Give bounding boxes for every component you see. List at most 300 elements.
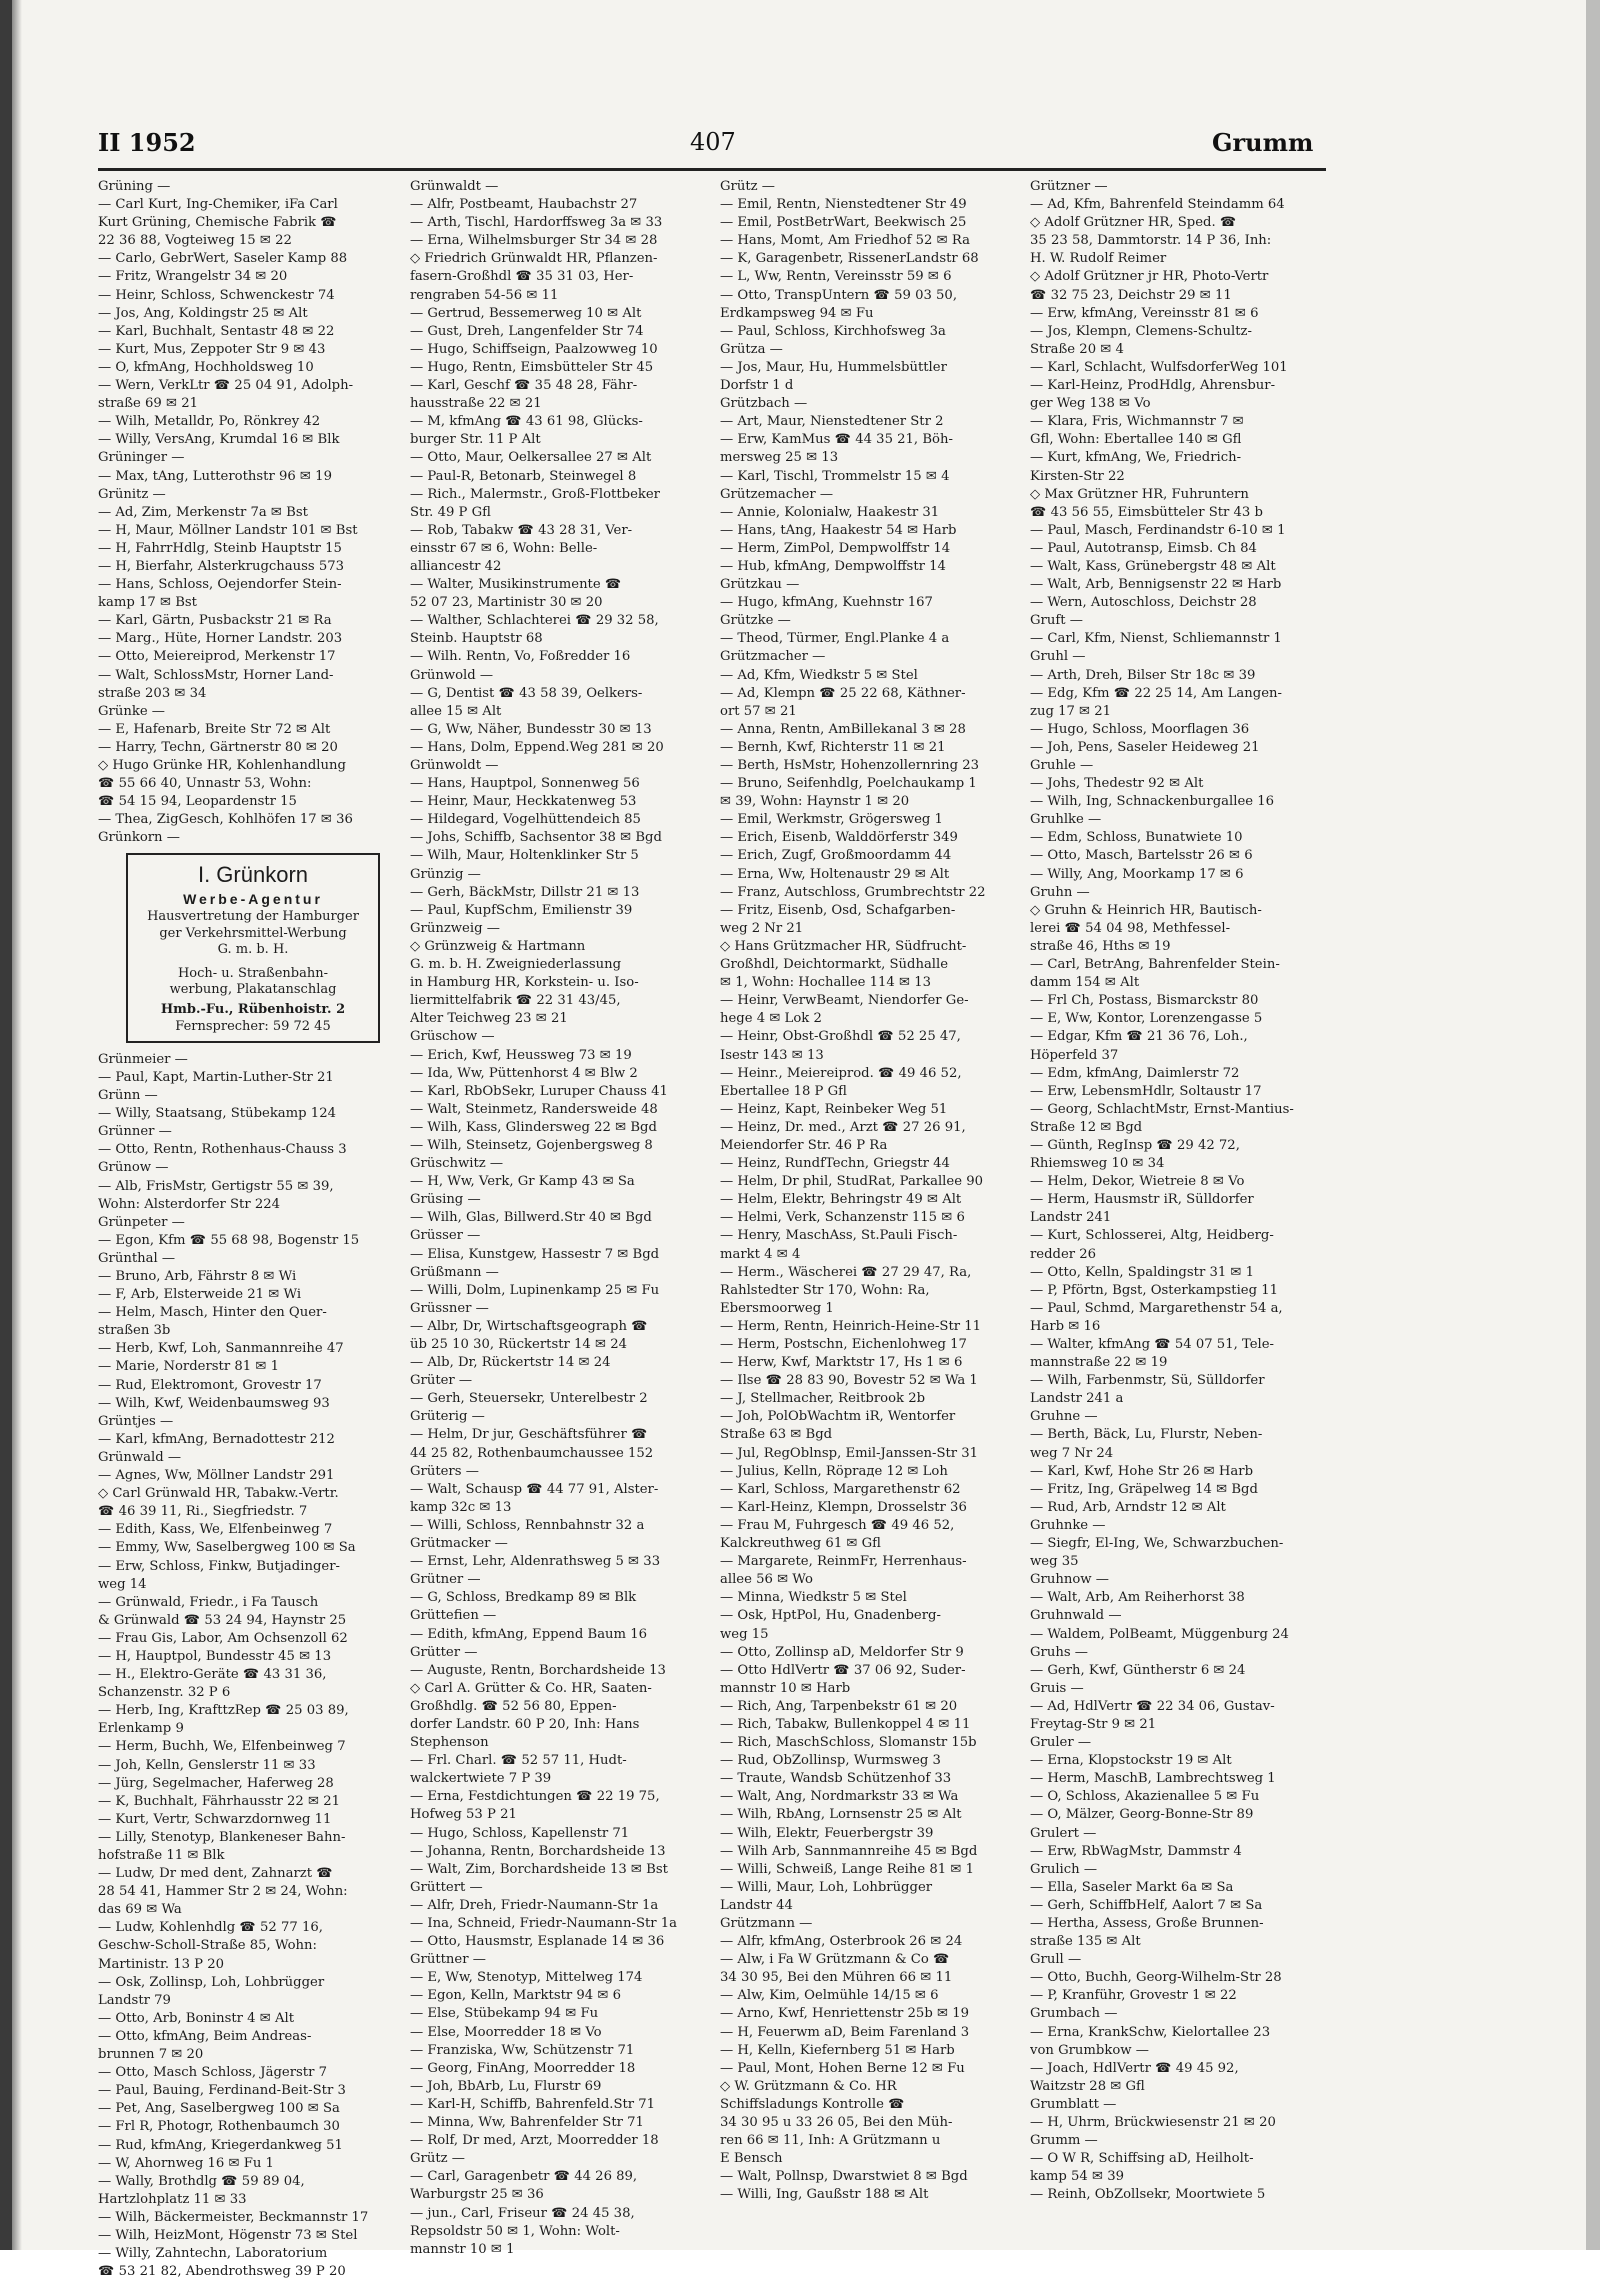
directory-entry-line: — Egon, Kelln, Marktstr 94 ✉ 6	[410, 1988, 622, 2004]
column-1-entries-top	[98, 178, 398, 847]
directory-entry-line: Isestr 143 ✉ 13	[720, 1047, 824, 1063]
directory-entry-line: — Otto, Zollinsp aD, Meldorfer Str 9	[720, 1644, 964, 1660]
directory-entry-line: Steinb. Hauptstr 68	[410, 631, 543, 647]
directory-entry-line: — Gerh, SchiffbHelf, Aalort 7 ✉ Sa	[1030, 1897, 1263, 1913]
directory-entry-line: — Karl, RbObSekr, Luruper Chauss 41	[410, 1083, 668, 1099]
directory-entry-line: Grüssner —	[410, 1300, 489, 1316]
directory-entry-line: — jun., Carl, Friseur ☎ 24 45 38,	[410, 2205, 635, 2221]
directory-entry-line: zug 17 ✉ 21	[1030, 703, 1112, 719]
directory-entry-line: — Jos, Maur, Hu, Hummelsbüttler	[720, 359, 947, 375]
directory-entry-line: — Hertha, Assess, Große Brunnen-	[1030, 1916, 1264, 1931]
directory-entry-line: — Grünwald, Friedr., i Fa Tausch	[98, 1594, 319, 1610]
directory-entry-line: — Berth, Bäck, Lu, Flurstr, Neben-	[1030, 1427, 1263, 1443]
directory-entry-line: ◇ Grünzweig & Hartmann	[410, 938, 586, 954]
column-3	[720, 178, 1024, 2205]
directory-entry-line: Grütz —	[410, 2151, 465, 2167]
directory-entry-line: — Minna, Ww, Bahrenfelder Str 71	[410, 2115, 644, 2131]
directory-entry-line: — Bernh, Kwf, Richterstr 11 ✉ 21	[720, 739, 946, 755]
directory-entry-line: — Jürg, Segelmacher, Haferweg 28	[98, 1775, 334, 1791]
directory-entry-line: Grüninger —	[98, 450, 185, 466]
directory-entry-line: Grützа —	[720, 341, 783, 357]
directory-entry-line: — Helm, Dr phil, StudRat, Parkallee 90	[720, 1174, 983, 1190]
directory-entry-line: — Edgar, Kfm ☎ 21 36 76, Loh.,	[1030, 1029, 1248, 1045]
directory-entry-line: rengraben 54-56 ✉ 11	[410, 287, 559, 303]
directory-entry-line: Grünn —	[98, 1088, 158, 1104]
directory-entry-line: Schiffsladungs Kontrolle ☎	[720, 2096, 905, 2112]
directory-entry-line: Grumbach —	[1030, 2006, 1118, 2022]
directory-entry-line: — Wilh, Ing, Schnackenburgallee 16	[1030, 794, 1275, 810]
directory-entry-line: das 69 ✉ Wa	[98, 1902, 182, 1918]
directory-entry-line: — K, Buchhalt, Fährhausstr 22 ✉ 21	[98, 1793, 341, 1809]
directory-entry-line: Grünow —	[98, 1160, 169, 1176]
directory-entry-line: Gruhn —	[1030, 884, 1090, 900]
directory-entry-line: — Edg, Kfm ☎ 22 25 14, Am Langen-	[1030, 685, 1282, 701]
directory-entry-line: mannstraße 22 ✉ 19	[1030, 1355, 1168, 1371]
directory-entry-line: hofstraße 11 ✉ Blk	[98, 1848, 225, 1864]
directory-entry-line: — Walther, Schlachterei ☎ 29 32 58,	[410, 613, 659, 629]
directory-entry-line: Geschw-Scholl-Straße 85, Wohn:	[98, 1938, 317, 1954]
directory-entry-line: — Heinr, Schloss, Schwenckestr 74	[98, 287, 335, 303]
directory-entry-line: Grüttert —	[410, 1879, 483, 1895]
directory-entry-line: Gruhl —	[1030, 649, 1086, 665]
directory-entry-line: — Arno, Kwf, Henriettenstr 25b ✉ 19	[720, 2006, 969, 2022]
directory-entry-line: Alter Teichweg 23 ✉ 21	[410, 1011, 568, 1027]
directory-entry-line: weg 14	[98, 1576, 147, 1592]
directory-entry-line: — Rich., Malermstr., Groß-Flottbeker	[410, 486, 660, 502]
directory-entry-line: — Rud, Elektromont, Grovestr 17	[98, 1377, 322, 1393]
directory-entry-line: — O, kfmAng, Hochholdsweg 10	[98, 359, 314, 375]
directory-entry-line: Gruhlke —	[1030, 812, 1102, 828]
directory-entry-line: Grüsser —	[410, 1228, 481, 1244]
directory-entry-line: — Johanna, Rentn, Borchardsheide 13	[410, 1843, 666, 1859]
page-edge	[1586, 0, 1600, 2250]
directory-entry-line: 28 54 41, Hammer Str 2 ✉ 24, Wohn:	[98, 1884, 348, 1900]
directory-entry-line: Grünthal —	[98, 1250, 176, 1266]
ad-description-line: Hausvertretung der Hamburger	[147, 909, 359, 925]
directory-entry-line: in Hamburg HR, Korkstein- u. Iso-	[410, 975, 639, 991]
directory-entry-line: — O, Mälzer, Georg-Bonne-Str 89	[1030, 1807, 1254, 1823]
directory-entry-line: Repsoldstr 50 ✉ 1, Wohn: Wolt-	[410, 2223, 620, 2239]
directory-entry-line: Grützbach —	[720, 396, 808, 412]
directory-entry-line: — Thea, ZigGesch, Kohlhöfen 17 ✉ 36	[98, 812, 353, 828]
directory-entry-line: ◇ Max Grützner HR, Fuhruntern	[1030, 486, 1249, 502]
directory-entry-line: Gruis —	[1030, 1680, 1084, 1696]
directory-entry-line: — Gerh, BäckMstr, Dillstr 21 ✉ 13	[410, 884, 640, 900]
directory-entry-line: — Alb, Dr, Rückertstr 14 ✉ 24	[410, 1355, 611, 1371]
directory-entry-line: — Herb, Ing, KrafttzRep ☎ 25 03 89,	[98, 1703, 349, 1719]
directory-entry-line: Grünmeier —	[98, 1051, 188, 1067]
directory-entry-line: redder 26	[1030, 1246, 1097, 1262]
directory-entry-line: — Emmy, Ww, Saselbergweg 100 ✉ Sa	[98, 1540, 356, 1556]
directory-entry-line: Straße 63 ✉ Bgd	[720, 1427, 833, 1443]
directory-entry-line: Rhiemsweg 10 ✉ 34	[1030, 1156, 1165, 1172]
directory-entry-line: — Willy, Staatsang, Stübekamp 124	[98, 1106, 336, 1122]
directory-entry-line: — Ina, Schneid, Friedr-Naumann-Str 1a	[410, 1916, 678, 1931]
directory-entry-line: Grünzig —	[410, 866, 481, 882]
directory-entry-line: — Hugo, Schloss, Kapellenstr 71	[410, 1825, 630, 1841]
directory-entry-line: Erlenkamp 9	[98, 1721, 184, 1737]
directory-entry-line: kamp 17 ✉ Bst	[98, 595, 197, 611]
directory-entry-line: — Hans, Schloss, Oejendorfer Stein-	[98, 577, 342, 593]
directory-entry-line: — H, Feuerwm aD, Beim Farenland 3	[720, 2024, 970, 2040]
directory-entry-line: Grünwald —	[98, 1449, 182, 1465]
directory-entry-line: Grüters —	[410, 1463, 479, 1479]
directory-entry-line: — Ad, Kfm, Bahrenfeld Steindamm 64	[1030, 197, 1285, 213]
directory-entry-line: — M, kfmAng ☎ 43 61 98, Glücks-	[410, 414, 643, 430]
directory-entry-line: — Edm, kfmAng, Daimlerstr 72	[1030, 1065, 1240, 1081]
directory-entry-line: Grull —	[1030, 1952, 1082, 1968]
directory-entry-line: — Heinz, Dr. med., Arzt ☎ 27 26 91,	[720, 1119, 966, 1135]
directory-entry-line: — Wally, Brothdlg ☎ 59 89 04,	[98, 2173, 305, 2189]
directory-entry-line: — Walt, Steinmetz, Randersweide 48	[410, 1101, 658, 1117]
directory-entry-line: ◇ Adolf Grützner jr HR, Photo-Vertr	[1030, 269, 1269, 285]
directory-entry-line: Str. 49 P Gfl	[410, 504, 491, 520]
directory-entry-line: Grützner —	[1030, 179, 1108, 194]
directory-entry-line: — Wilh, Elektr, Feuerbergstr 39	[720, 1825, 934, 1841]
directory-entry-line: — Helm, Dekor, Wietreie 8 ✉ Vo	[1030, 1174, 1245, 1190]
directory-entry-line: Waitzstr 28 ✉ Gfl	[1030, 2078, 1145, 2094]
directory-entry-line: — Hugo, Schiffseign, Paalzowweg 10	[410, 341, 658, 357]
directory-entry-line: — Herm, Postschn, Eichenlohweg 17	[720, 1337, 967, 1352]
directory-entry-line: — Emil, PostBetrWart, Beekwisch 25	[720, 215, 967, 231]
directory-entry-line: kamp 32c ✉ 13	[410, 1499, 512, 1515]
directory-entry-line: — Paul, Bauing, Ferdinand-Beit-Str 3	[98, 2083, 346, 2099]
directory-entry-line: — Georg, FinAng, Moorredder 18	[410, 2060, 636, 2076]
directory-entry-line: — Otto, Masch Schloss, Jägerstr 7	[98, 2065, 327, 2081]
directory-entry-line: — Otto, Kelln, Spaldingstr 31 ✉ 1	[1030, 1264, 1255, 1280]
directory-entry-line: allee 56 ✉ Wo	[720, 1572, 813, 1588]
directory-entry-line: Grüschow —	[410, 1029, 495, 1045]
directory-entry-line: Martinistr. 13 P 20	[98, 1956, 225, 1972]
directory-entry-line: Grützmacher —	[720, 649, 826, 665]
directory-entry-line: — Arth, Tischl, Hardorffsweg 3a ✉ 33	[410, 215, 663, 231]
directory-entry-line: — Wilh Arb, Sannmannreihe 45 ✉ Bgd	[720, 1843, 978, 1859]
directory-entry-line: Grüßmann —	[410, 1264, 499, 1280]
directory-entry-line: — Fritz, Ing, Gräpelweg 14 ✉ Bgd	[1030, 1481, 1258, 1497]
directory-entry-line: Grüsing —	[410, 1192, 481, 1208]
directory-entry-line: — Otto HdlVertr ☎ 37 06 92, Suder-	[720, 1662, 966, 1678]
directory-entry-line: — Helm, Dr jur, Geschäftsführer ☎	[410, 1427, 648, 1443]
ad-phone: Fernsprecher: 59 72 45	[175, 1018, 331, 1034]
directory-entry-line: — Walt, Arb, Bennigsenstr 22 ✉ Harb	[1030, 577, 1282, 593]
directory-entry-line: — Wern, VerkLtr ☎ 25 04 91, Adolph-	[98, 378, 354, 394]
ad-description-line: G. m. b. H.	[217, 941, 289, 957]
directory-entry-line: ◇ Hans Grützmacher HR, Südfrucht-	[720, 938, 967, 954]
directory-entry-line: — Otto, Maur, Oelkersallee 27 ✉ Alt	[410, 450, 652, 466]
directory-entry-line: — Heinz, Kapt, Reinbeker Weg 51	[720, 1101, 948, 1117]
directory-entry-line: — Joh, Pens, Saseler Heideweg 21	[1030, 739, 1260, 755]
directory-entry-line: Landstr 241	[1030, 1210, 1112, 1226]
directory-entry-line: — Kurt, Schlosserei, Altg, Heidberg-	[1030, 1228, 1274, 1244]
directory-entry-line: — Hans, tAng, Haakestr 54 ✉ Harb	[720, 522, 957, 538]
directory-entry-line: — Joh, PolObWachtm iR, Wentorfer	[720, 1409, 956, 1425]
directory-entry-line: — Gerh, Steuersekr, Unterelbestr 2	[410, 1391, 648, 1407]
directory-entry-line: — Wilh, HeizMont, Högenstr 73 ✉ Stel	[98, 2227, 358, 2243]
directory-entry-line: Grüschwitz —	[410, 1156, 504, 1172]
directory-entry-line: — Ludw, Dr med dent, Zahnarzt ☎	[98, 1866, 333, 1882]
directory-entry-line: — Otto, Meiereiprod, Merkenstr 17	[98, 649, 336, 665]
directory-entry-line: Grünwaldt —	[410, 179, 499, 194]
directory-entry-line: — Jos, Ang, Koldingstr 25 ✉ Alt	[98, 305, 308, 321]
directory-entry-line: Gfl, Wohn: Ebertallee 140 ✉ Gfl	[1030, 432, 1242, 448]
directory-entry-line: — Herm., Wäscherei ☎ 27 29 47, Ra,	[720, 1264, 972, 1280]
directory-entry-line: mannstr 10 ✉ 1	[410, 2241, 515, 2257]
directory-entry-line: — Waldem, PolBeamt, Müggenburg 24	[1030, 1626, 1289, 1642]
directory-entry-line: — Klara, Fris, Wichmannstr 7 ✉	[1030, 414, 1244, 430]
directory-entry-line: — Wilh, RbAng, Lornsenstr 25 ✉ Alt	[720, 1807, 962, 1823]
directory-entry-line: — Alb, FrisMstr, Gertigstr 55 ✉ 39,	[98, 1178, 334, 1194]
directory-entry-line: — Traute, Wandsb Schützenhof 33	[720, 1771, 952, 1787]
directory-entry-line: Grüntjes —	[98, 1413, 174, 1429]
directory-entry-line: — Rud, Arb, Arndstr 12 ✉ Alt	[1030, 1499, 1226, 1515]
directory-entry-line: ✉ 39, Wohn: Haynstr 1 ✉ 20	[720, 794, 910, 810]
directory-entry-line: — Alfr, kfmAng, Osterbrook 26 ✉ 24	[720, 1934, 963, 1950]
directory-entry-line: — Erw, LebensmHdlr, Soltaustr 17	[1030, 1083, 1262, 1099]
directory-entry-line: — Herm, Buchh, We, Elfenbeinweg 7	[98, 1739, 346, 1755]
directory-entry-line: Grüttefien —	[410, 1608, 497, 1624]
directory-entry-line: Freytag-Str 9 ✉ 21	[1030, 1716, 1157, 1732]
header-rule	[98, 168, 1326, 171]
directory-entry-line: — Agnes, Ww, Möllner Landstr 291	[98, 1468, 335, 1484]
directory-entry-line: — Siegfr, El-Ing, We, Schwarzbuchen-	[1030, 1536, 1284, 1552]
directory-entry-line: — Otto, Buchh, Georg-Wilhelm-Str 28	[1030, 1970, 1282, 1986]
directory-entry-line: — Minna, Wiedkstr 5 ✉ Stel	[720, 1590, 907, 1606]
directory-entry-line: — Carl Kurt, Ing-Chemiker, iFa Carl	[98, 197, 338, 213]
directory-entry-line: Dorfstr 1 d	[720, 378, 794, 394]
directory-entry-line: Grütz —	[720, 179, 775, 194]
directory-entry-line: Grünkorn —	[98, 830, 180, 846]
directory-entry-line: — Paul, Autotransp, Eimsb. Ch 84	[1030, 540, 1257, 556]
directory-entry-line: — Annie, Kolonialw, Haakestr 31	[720, 504, 940, 520]
directory-entry-line: markt 4 ✉ 4	[720, 1246, 801, 1262]
directory-entry-line: Erdkampsweg 94 ✉ Fu	[720, 305, 874, 321]
directory-entry-line: ◇ W. Grützmann & Co. HR	[720, 2078, 897, 2094]
directory-entry-line: Grützkau —	[720, 577, 800, 593]
directory-entry-line: — Joh, Kelln, Genslerstr 11 ✉ 33	[98, 1757, 316, 1773]
directory-entry-line: Straße 20 ✉ 4	[1030, 341, 1124, 357]
directory-entry-line: Grünke —	[98, 703, 165, 719]
directory-entry-line: — Ludw, Kohlenhdlg ☎ 52 77 16,	[98, 1920, 323, 1936]
directory-entry-line: — Jos, Klempn, Clemens-Schultz-	[1030, 323, 1252, 339]
directory-entry-line: — Karl-Heinz, Klempn, Drosselstr 36	[720, 1499, 967, 1515]
directory-entry-line: — Georg, SchlachtMstr, Ernst-Mantius-	[1030, 1101, 1294, 1117]
directory-entry-line: — Alfr, Postbeamt, Haubachstr 27	[410, 197, 638, 213]
directory-entry-line: — Erich, Eisenb, Walddörferstr 349	[720, 830, 958, 846]
directory-entry-line: — G, Dentist ☎ 43 58 39, Oelkers-	[410, 685, 643, 701]
directory-entry-line: — Hildegard, Vogelhüttendeich 85	[410, 812, 641, 828]
ad-address: Hmb.-Fu., Rübenhoistr. 2	[160, 1002, 346, 1018]
directory-entry-line: — Hans, Dolm, Eppend.Weg 281 ✉ 20	[410, 739, 664, 755]
directory-entry-line: — Walt, Pollnsp, Dwarstwiet 8 ✉ Bgd	[720, 2169, 968, 2185]
directory-entry-line: burger Str. 11 P Alt	[410, 432, 541, 448]
directory-entry-line: — Frl Ch, Postass, Bismarckstr 80	[1030, 993, 1259, 1009]
directory-entry-line: Ebertallee 18 P Gfl	[720, 1083, 847, 1099]
directory-entry-line: — Franz, Autschloss, Grumbrechtstr 22	[720, 884, 986, 900]
directory-entry-line: — Herm, MaschB, Lambrechtsweg 1	[1030, 1771, 1276, 1787]
directory-entry-line: — Erw, RbWagMstr, Dammstr 4	[1030, 1843, 1242, 1859]
directory-entry-line: — Elisa, Kunstgew, Hassestr 7 ✉ Bgd	[410, 1246, 660, 1262]
directory-entry-line: — Heinz, RundfTechn, Griegstr 44	[720, 1156, 950, 1172]
directory-entry-line: Grünwoldt —	[410, 758, 499, 773]
column-1-entries-bottom	[98, 1051, 398, 2281]
directory-entry-line: Grumm —	[1030, 2133, 1098, 2149]
directory-entry-line: — Rolf, Dr med, Arzt, Moorredder 18	[410, 2133, 659, 2149]
directory-entry-line: — Karl, Schlacht, WulfsdorferWeg 101	[1030, 359, 1288, 375]
directory-entry-line: — Harry, Techn, Gärtnerstr 80 ✉ 20	[98, 739, 338, 755]
directory-entry-line: — Margarete, ReinmFr, Herrenhaus-	[720, 1554, 967, 1570]
directory-entry-line: — Helmi, Verk, Schanzenstr 115 ✉ 6	[720, 1210, 965, 1226]
directory-entry-line: Grulich —	[1030, 1861, 1098, 1877]
directory-entry-line: — Gertrud, Bessemerweg 10 ✉ Alt	[410, 305, 642, 321]
directory-entry-line: — Walt, Schausp ☎ 44 77 91, Alster-	[410, 1481, 659, 1497]
directory-entry-line: — Pet, Ang, Saselbergweg 100 ✉ Sa	[98, 2101, 340, 2117]
directory-entry-line: Stephenson	[410, 1735, 489, 1751]
directory-entry-line: — G, Ww, Näher, Bundesstr 30 ✉ 13	[410, 721, 652, 737]
directory-entry-line: straße 203 ✉ 34	[98, 685, 207, 701]
directory-entry-line: — Erna, Ww, Holtenaustr 29 ✉ Alt	[720, 866, 950, 882]
directory-entry-line: Höperfeld 37	[1030, 1047, 1119, 1063]
directory-entry-line: & Grünwald ☎ 53 24 94, Haynstr 25	[98, 1612, 347, 1628]
directory-entry-line: Grünwold —	[410, 667, 494, 683]
directory-entry-line: — H, Maur, Möllner Landstr 101 ✉ Bst	[98, 522, 358, 538]
directory-entry-line: — Paul, Masch, Ferdinandstr 6-10 ✉ 1	[1030, 522, 1286, 538]
directory-entry-line: Gruhs —	[1030, 1644, 1088, 1660]
directory-entry-line: Grütter —	[410, 1644, 478, 1660]
column-2	[410, 178, 710, 2259]
directory-entry-line: — Rud, kfmAng, Kriegerdankweg 51	[98, 2137, 343, 2153]
directory-entry-line: — Else, Stübekamp 94 ✉ Fu	[410, 2006, 599, 2022]
directory-entry-line: — E, Ww, Kontor, Lorenzengasse 5	[1030, 1011, 1263, 1027]
directory-entry-line: — Kurt, Mus, Zeppoter Str 9 ✉ 43	[98, 341, 326, 357]
binding-shadow	[0, 0, 12, 2250]
ad-services-line: Hoch- u. Straßenbahn-	[177, 966, 329, 982]
directory-entry-line: hege 4 ✉ Lok 2	[720, 1011, 822, 1027]
directory-entry-line: — Hans, Momt, Am Friedhof 52 ✉ Ra	[720, 233, 970, 249]
directory-entry-line: 52 07 23, Martinistr 30 ✉ 20	[410, 595, 603, 611]
directory-entry-line: — Rich, Ang, Tarpenbekstr 61 ✉ 20	[720, 1698, 958, 1714]
directory-entry-line: — Alw, Kim, Oelmühle 14/15 ✉ 6	[720, 1988, 939, 2004]
directory-entry-line: Gruhnow —	[1030, 1572, 1109, 1588]
directory-entry-line: Schanzenstr. 32 P 6	[98, 1685, 231, 1701]
directory-entry-line: — Ad, Kfm, Wiedkstr 5 ✉ Stel	[720, 667, 918, 683]
directory-entry-line: — Willy, Ang, Moorkamp 17 ✉ 6	[1030, 866, 1244, 882]
directory-entry-line: Landstr 241 a	[1030, 1391, 1124, 1407]
directory-entry-line: einsstr 67 ✉ 6, Wohn: Belle-	[410, 540, 598, 556]
directory-entry-line: — Lilly, Stenotyp, Blankeneser Bahn-	[98, 1829, 346, 1845]
directory-entry-line: Landstr 44	[720, 1897, 793, 1913]
directory-entry-line: — Frau M, Fuhrgesch ☎ 49 46 52,	[720, 1517, 955, 1533]
directory-entry-line: — Edith, Kass, We, Elfenbeinweg 7	[98, 1522, 333, 1538]
directory-entry-line: ◇ Friedrich Grünwaldt HR, Pflanzen-	[410, 251, 658, 267]
ad-tagline: Werbe-Agentur	[183, 891, 323, 908]
directory-entry-line: — Karl, kfmAng, Bernadottestr 212	[98, 1431, 335, 1447]
directory-entry-line: — Erich, Zugf, Großmoordamm 44	[720, 848, 952, 864]
directory-entry-line: — Fritz, Wrangelstr 34 ✉ 20	[98, 269, 288, 285]
directory-entry-line: — Ad, Klempn ☎ 25 22 68, Käthner-	[720, 685, 966, 701]
directory-entry-line: — Erich, Kwf, Heussweg 73 ✉ 19	[410, 1047, 632, 1063]
directory-entry-line: — O W R, Schiffsing aD, Heilholt-	[1030, 2151, 1254, 2167]
directory-entry-line: — Emil, Rentn, Nienstedtener Str 49	[720, 197, 967, 213]
directory-entry-line: — P, Pförtn, Bgst, Osterkampstieg 11	[1030, 1282, 1279, 1298]
directory-entry-line: — Ad, Zim, Merkenstr 7a ✉ Bst	[98, 504, 308, 520]
directory-entry-line: — Rud, ObZollinsp, Wurmsweg 3	[720, 1753, 941, 1769]
directory-entry-line: — W, Ahornweg 16 ✉ Fu 1	[98, 2155, 274, 2171]
directory-entry-line: — Karl, Tischl, Trommelstr 15 ✉ 4	[720, 468, 950, 484]
column-4	[1030, 178, 1330, 2205]
directory-entry-line: — Erw, Schloss, Finkw, Butjadinger-	[98, 1558, 340, 1574]
directory-entry-line: Gruler —	[1030, 1735, 1092, 1751]
directory-entry-line: lerei ☎ 54 04 98, Methfessel-	[1030, 920, 1231, 936]
directory-entry-line: Grütner —	[410, 1572, 481, 1588]
ad-description-line: ger Verkehrsmittel-Werbung	[159, 925, 347, 941]
directory-entry-line: weg 35	[1030, 1554, 1079, 1570]
directory-entry-line: — Willi, Dolm, Lupinenkamp 25 ✉ Fu	[410, 1282, 660, 1298]
directory-entry-line: — H, FahrrHdlg, Steinb Hauptstr 15	[98, 540, 342, 556]
directory-entry-line: — Carlo, GebrWert, Saseler Kamp 88	[98, 251, 348, 267]
directory-entry-line: — Max, tAng, Lutterothstr 96 ✉ 19	[98, 468, 332, 484]
directory-entry-line: straße 135 ✉ Alt	[1030, 1934, 1141, 1950]
directory-entry-line: Großhdlg. ☎ 52 56 80, Eppen-	[410, 1698, 617, 1714]
directory-entry-line: — Walt, Ang, Nordmarkstr 33 ✉ Wa	[720, 1789, 959, 1805]
directory-entry-line: — Wilh, Maur, Holtenklinker Str 5	[410, 848, 639, 864]
directory-entry-line: alliancestr 42	[410, 558, 502, 574]
directory-entry-line: — Paul, Schmd, Margarethenstr 54 a,	[1030, 1300, 1283, 1316]
directory-entry-line: — Johs, Thedestr 92 ✉ Alt	[1030, 776, 1204, 792]
directory-entry-line: Grünitz —	[98, 486, 166, 502]
directory-entry-line: Meiendorfer Str. 46 P Ra	[720, 1137, 888, 1153]
directory-entry-line: Grünpeter —	[98, 1214, 185, 1230]
directory-entry-line: Grützemacher —	[720, 486, 834, 502]
directory-entry-line: — H, Hauptpol, Bundesstr 45 ✉ 13	[98, 1648, 332, 1664]
directory-entry-line: — Karl, Geschf ☎ 35 48 28, Fähr-	[410, 378, 638, 394]
directory-entry-line: — Ella, Saseler Markt 6a ✉ Sa	[1030, 1879, 1234, 1895]
directory-entry-line: 44 25 82, Rothenbaumchaussee 152	[410, 1445, 654, 1461]
directory-entry-line: — P, Kranführ, Grovestr 1 ✉ 22	[1030, 1988, 1237, 2004]
directory-entry-line: ☎ 32 75 23, Deichstr 29 ✉ 11	[1030, 287, 1232, 303]
directory-entry-line: — Alw, i Fa W Grützmann & Co ☎	[720, 1952, 950, 1968]
directory-entry-line: — Gust, Dreh, Langenfelder Str 74	[410, 323, 644, 339]
directory-entry-line: — Jul, RegOblnsp, Emil-Janssen-Str 31	[720, 1445, 979, 1461]
directory-entry-line: — Günth, RegInsp ☎ 29 42 72,	[1030, 1137, 1240, 1153]
directory-entry-line: 34 30 95, Bei den Mühren 66 ✉ 11	[720, 1970, 953, 1986]
directory-entry-line: — Walt, Arb, Am Reiherhorst 38	[1030, 1590, 1245, 1606]
directory-entry-line: — Willi, Maur, Loh, Lohbrügger	[720, 1879, 933, 1895]
directory-entry-line: — Ad, HdlVertr ☎ 22 34 06, Gustav-	[1030, 1698, 1275, 1714]
directory-entry-line: Kalckreuthweg 61 ✉ Gfl	[720, 1536, 881, 1552]
directory-entry-line: Grünner —	[98, 1124, 172, 1140]
directory-entry-line: — Auguste, Rentn, Borchardsheide 13	[410, 1662, 666, 1678]
directory-entry-line: — Wilh, Kass, Glindersweg 22 ✉ Bgd	[410, 1119, 657, 1135]
directory-entry-line: 34 30 95 u 33 26 05, Bei den Müh-	[720, 2115, 953, 2131]
directory-entry-line: walckertwiete 7 P 39	[410, 1771, 552, 1787]
binding-gradient	[12, 0, 22, 2250]
directory-entry-line: Gruhnke —	[1030, 1517, 1106, 1533]
directory-entry-line: — G, Schloss, Bredkamp 89 ✉ Blk	[410, 1590, 637, 1606]
directory-entry-line: — Berth, HsMstr, Hohenzollernring 23	[720, 758, 980, 773]
page-header-volume: II 1952	[98, 128, 196, 157]
directory-entry-line: — F, Arb, Elsterweide 21 ✉ Wi	[98, 1287, 302, 1303]
directory-entry-line: ◇ Carl A. Grütter & Co. HR, Saaten-	[410, 1680, 652, 1696]
directory-entry-line: — Karl-Heinz, ProdHdlg, Ahrensbur-	[1030, 378, 1276, 394]
directory-entry-line: Grützmann —	[720, 1916, 813, 1931]
directory-entry-line: — Anna, Rentn, AmBillekanal 3 ✉ 28	[720, 721, 966, 737]
directory-entry-line: — Osk, Zollinsp, Loh, Lohbrügger	[98, 1974, 325, 1990]
directory-entry-line: Wohn: Alsterdorfer Str 224	[98, 1196, 281, 1212]
directory-entry-line: — Bruno, Arb, Fährstr 8 ✉ Wi	[98, 1269, 297, 1285]
directory-entry-line: ✉ 1, Wohn: Hochallee 114 ✉ 13	[720, 975, 932, 991]
directory-entry-line: — J, Stellmacher, Reitbrook 2b	[720, 1391, 926, 1407]
directory-entry-line: mersweg 25 ✉ 13	[720, 450, 839, 466]
